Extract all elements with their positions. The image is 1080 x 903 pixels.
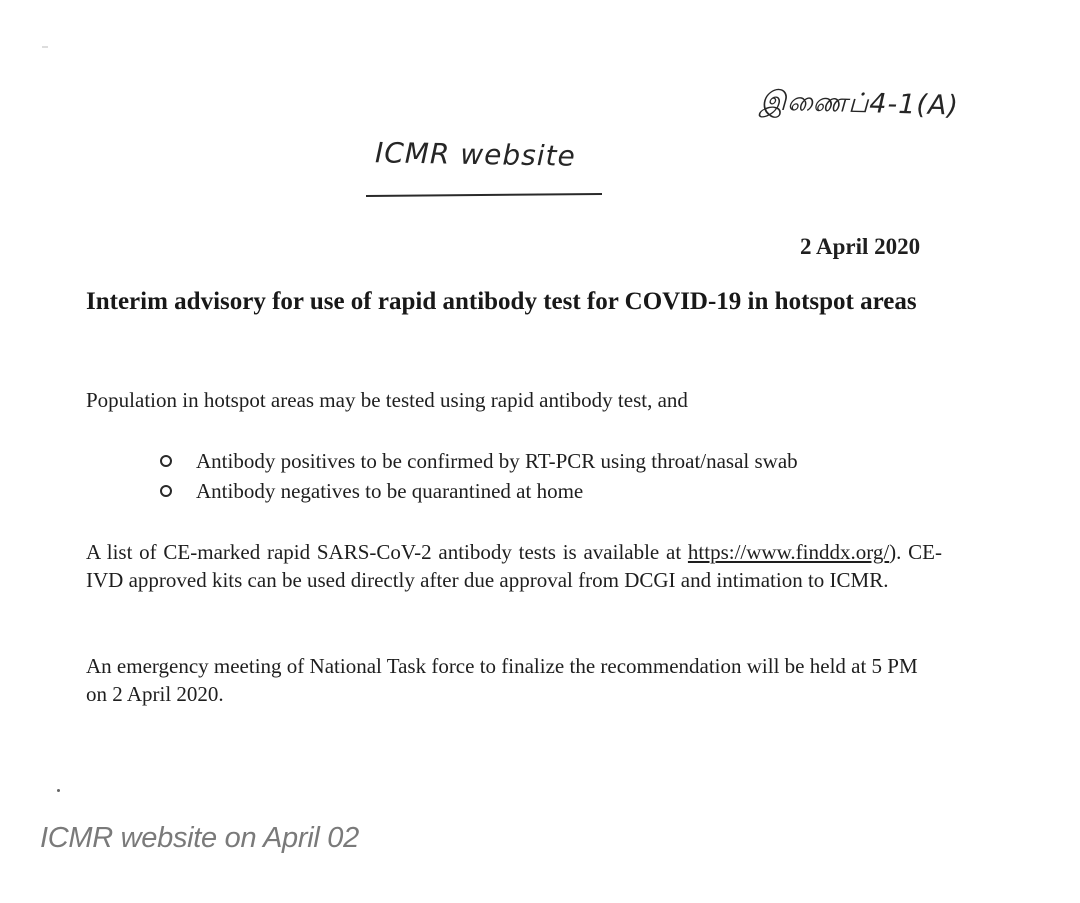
- meeting-paragraph: An emergency meeting of National Task force to finalize the recommendation will be held at 5 PM on 2 April 2020.: [86, 654, 918, 706]
- bullet-text: Antibody positives to be confirmed by RT-PCR using throat/nasal swab: [196, 448, 798, 473]
- list-item: [158, 446, 958, 476]
- scan-speck: [42, 46, 48, 48]
- document-title: Interim advisory for use of rapid antibody test for COVID-19 in hotspot areas: [86, 288, 917, 315]
- tests-list-paragraph: [86, 538, 942, 594]
- para2-text-start: A list of CE-marked rapid SARS-CoV-2 antibody tests is available at: [86, 540, 688, 564]
- bullet-list: [158, 446, 958, 506]
- document-date: 2 April 2020: [800, 234, 921, 259]
- handwritten-underline: [366, 193, 602, 197]
- hollow-circle-bullet-icon: [160, 455, 172, 467]
- handwritten-annexure-ref: இணைப்4-1(A): [759, 85, 960, 122]
- scan-speck: [57, 789, 60, 792]
- list-item: [158, 476, 958, 506]
- image-caption: ICMR website on April 02: [40, 822, 359, 854]
- hollow-circle-bullet-icon: [160, 485, 172, 497]
- finddx-link[interactable]: https://www.finddx.org/: [687, 540, 890, 564]
- intro-paragraph: Population in hotspot areas may be tested using rapid antibody test, and: [86, 388, 688, 412]
- para2-text-end: ). CE-IVD approved kits can be used directly after due approval from DCGI and intimation to ICMR.: [86, 540, 942, 592]
- bullet-text: Antibody negatives to be quarantined at home: [196, 478, 584, 503]
- handwritten-label: ICMR website: [374, 136, 577, 173]
